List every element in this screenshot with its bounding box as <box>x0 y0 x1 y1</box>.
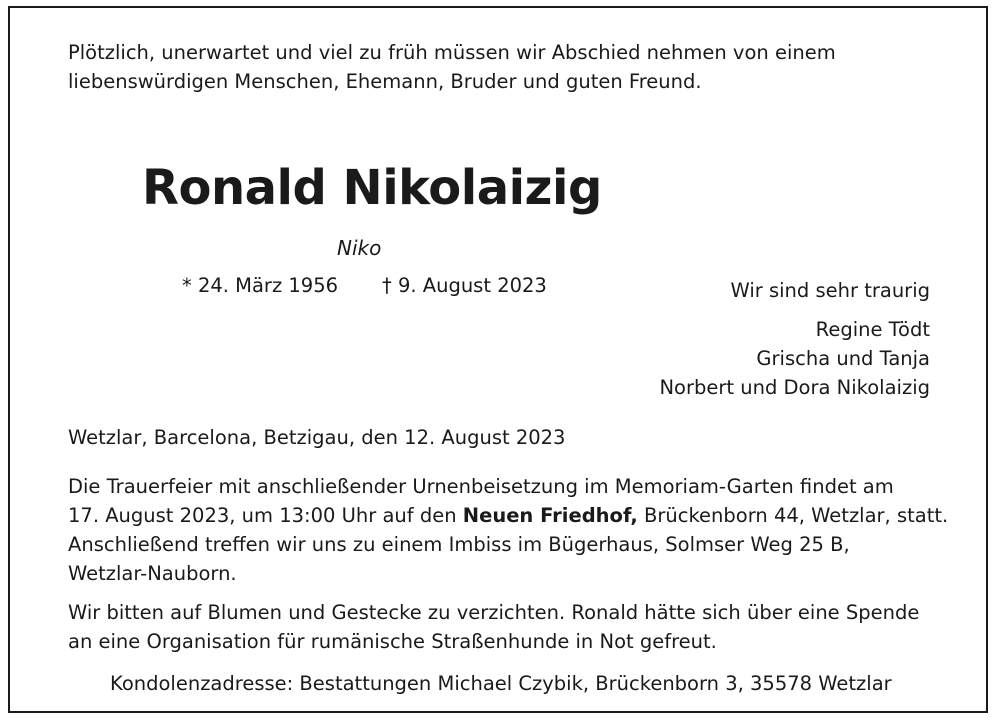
mourners-heading: Wir sind sehr traurig <box>730 279 930 302</box>
mourner-name: Norbert und Dora Nikolaizig <box>659 376 930 399</box>
ceremony-text-part: Brückenborn 44, Wetzlar, statt. <box>637 504 949 527</box>
ceremony-text <box>68 472 948 588</box>
flowers-line: an eine Organisation für rumänische Straßenhunde in Not gefreut. <box>68 630 717 653</box>
birth-date: * 24. März 1956 <box>182 274 339 297</box>
intro-text <box>68 38 836 96</box>
deceased-name: Ronald Nikolaizig <box>142 160 602 216</box>
intro-line: liebenswürdigen Menschen, Ehemann, Bruder und guten Freund. <box>68 70 702 93</box>
flowers-line: Wir bitten auf Blumen und Gestecke zu verzichten. Ronald hätte sich über eine Spende <box>68 601 920 624</box>
intro-line: Plötzlich, unerwartet und viel zu früh müssen wir Abschied nehmen von einem <box>68 41 836 64</box>
death-date: † 9. August 2023 <box>382 274 547 297</box>
mourner-name: Grischa und Tanja <box>756 347 930 370</box>
ceremony-line: Anschließend treffen wir uns zu einem Imbiss im Bügerhaus, Solmser Weg 25 B, <box>68 533 850 556</box>
deceased-nickname: Niko <box>337 236 382 260</box>
place-date: Wetzlar, Barcelona, Betzigau, den 12. August 2023 <box>68 426 566 449</box>
ceremony-line <box>68 501 948 530</box>
ceremony-text-part: 17. August 2023, um 13:00 Uhr auf den <box>68 504 463 527</box>
flowers-note <box>68 598 919 656</box>
mourners-block <box>659 276 930 402</box>
cemetery-name: Neuen Friedhof, <box>462 504 638 527</box>
ceremony-line: Wetzlar-Nauborn. <box>68 562 237 585</box>
ceremony-line: Die Trauerfeier mit anschließender Urnenbeisetzung im Memoriam-Garten findet am <box>68 475 894 498</box>
condolence-address: Kondolenzadresse: Bestattungen Michael Czybik, Brückenborn 3, 35578 Wetzlar <box>110 672 892 695</box>
obituary-frame <box>8 6 988 713</box>
mourner-name: Regine Tödt <box>815 318 930 341</box>
